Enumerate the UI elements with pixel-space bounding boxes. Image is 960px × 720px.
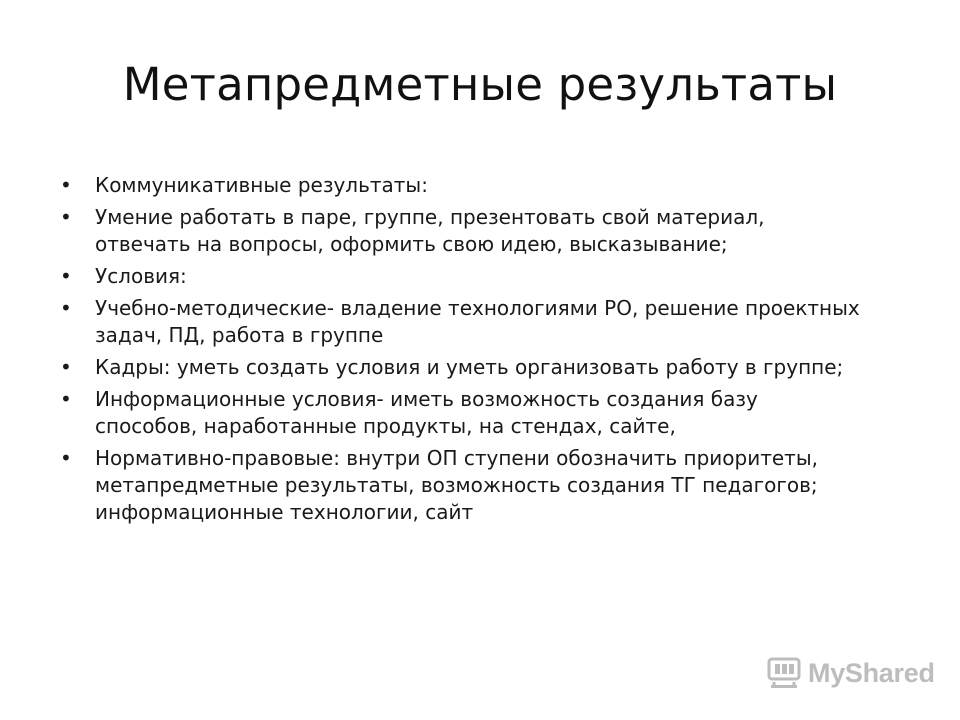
bullet-marker: • — [60, 264, 72, 288]
bullet-text: Нормативно-правовые: внутри ОП ступени обозначить приоритеты, метапредметные результаты, возможность создания ТГ педагогов; информационные технологии, сайт — [95, 446, 818, 524]
bullet-item — [60, 354, 860, 381]
bullet-marker: • — [60, 446, 72, 470]
myshared-logo-icon — [766, 656, 802, 690]
bullet-item — [60, 204, 860, 258]
bullet-item — [60, 445, 860, 526]
bullet-text: Умение работать в паре, группе, презентовать свой материал, отвечать на вопросы, оформить свою идею, высказывание; — [95, 205, 765, 256]
bullet-text: Кадры: уметь создать условия и уметь организовать работу в группе; — [95, 355, 844, 379]
bullet-marker: • — [60, 296, 72, 320]
bullet-text: Информационные условия- иметь возможность создания базу способов, наработанные продукты, на стендах, сайте, — [95, 387, 758, 438]
slide-title: Метапредметные результаты — [122, 58, 838, 111]
watermark-text: MyShared — [808, 657, 935, 688]
bullet-item — [60, 295, 860, 349]
bullet-marker: • — [60, 205, 72, 229]
bullet-item — [60, 386, 860, 440]
bullet-marker: • — [60, 173, 72, 197]
bullet-item — [60, 172, 860, 199]
bullet-marker: • — [60, 387, 72, 411]
bullet-list — [60, 172, 860, 531]
bullet-text: Условия: — [95, 264, 187, 288]
myshared-watermark — [766, 655, 935, 691]
bullet-marker: • — [60, 355, 72, 379]
bullet-text: Коммуникативные результаты: — [95, 173, 428, 197]
bullet-text: Учебно-методические- владение технологиями РО, решение проектных задач, ПД, работа в группе — [95, 296, 860, 347]
bullet-item — [60, 263, 860, 290]
